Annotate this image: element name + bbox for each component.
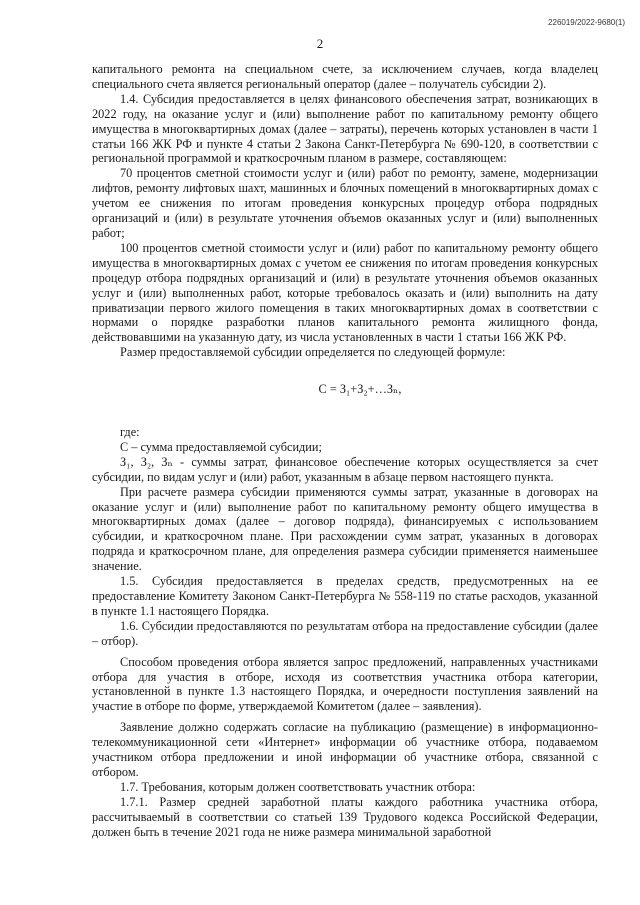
paragraph-1-7: 1.7. Требования, которым должен соответствовать участник отбора:	[120, 779, 476, 794]
formula-where: где:	[120, 425, 140, 440]
paragraph-1-5: 1.5. Субсидия предоставляется в пределах средств, предусмотренных на ее предоставление Комитету Законом Санкт-Петербурга № 558-119 по статье расходов, указанной в пункте 1.1 настоящего Порядка.	[92, 574, 598, 618]
paragraph-1-7-1: 1.7.1. Размер средней заработной платы каждого работника участника отбора, рассчитываемый в соответствии со статьей 139 Трудового кодекса Российской Федерации, должен быть в течение 2021 года не ниже размера минимальной заработной	[92, 794, 598, 839]
paragraph-100-percent: 100 процентов сметной стоимости услуг и (или) работ по капитальному ремонту общего имущества в многоквартирных домах с учетом ее снижения по итогам проведения конкурсных процедур отбора подрядных организаций и (или) в результате уточнения объемов оказанных услуг и (или) выполненных работ, которые требовалось оказать и (или) выполнить на дату приватизации первого жилого помещения в таких многоквартирных домах в соответствии с нормами о порядке разработки планов капитального ремонта жилищного фонда, действовавшими на указанную дату, из числа установленных в части 1 статьи 166 ЖК РФ.	[92, 240, 598, 345]
definition-c: С – сумма предоставляемой субсидии;	[120, 439, 322, 454]
paragraph-70-percent: 70 процентов сметной стоимости услуг и (или) работ по ремонту, замене, модернизации лифтов, ремонту лифтовых шахт, машинных и блочных помещений в многоквартирных домах с учетом ее снижения по итогам проведения конкурсных процедур отбора подрядных организаций и (или) в результате уточнения объемов оказанных услуг и (или) выполненных работ;	[92, 166, 598, 240]
paragraph-calculation: При расчете размера субсидии применяются суммы затрат, указанные в договорах на оказание услуг и (или) выполнение работ по капитальному ремонту общего имущества в многоквартирных домах (далее – договор подряда), финансируемых с использованием субсидии, и краткосрочном плане. При расхождении сумм затрат, указанных в договорах подряда и краткосрочном плане, для определения размера субсидии применяется наименьшее значение.	[92, 484, 598, 574]
document-registration-number: 226019/2022-9680(1)	[548, 18, 625, 27]
paragraph-1-6: 1.6. Субсидии предоставляются по результатам отбора на предоставление субсидии (далее – отбор).	[92, 618, 598, 648]
paragraph-1-4: 1.4. Субсидия предоставляется в целях финансового обеспечения затрат, возникающих в 2022 году, на оказание услуг и (или) выполнение работ по капитальному ремонту общего имущества в многоквартирных домах (далее – затраты), перечень которых установлен в части 1 статьи 166 ЖК РФ и пункте 4 статьи 2 Закона Санкт-Петербурга № 690-120, в соответствии с региональной программой и краткосрочным планом в размере, составляющем:	[92, 91, 598, 166]
paragraph-application-consent: Заявление должно содержать согласие на публикацию (размещение) в информационно-телекоммуникационной сети «Интернет» информации об участнике отбора, подаваемом участником отбора предложении и иной информации об участнике отбора, связанной с отбором.	[92, 720, 598, 779]
definition-z: З₁, З₂, Зₙ - суммы затрат, финансовое обеспечение которых осуществляется за счет субсидии, по видам услуг и (или) работ, указанным в абзаце первом настоящего пункта.	[92, 454, 598, 484]
document-body	[92, 62, 598, 840]
paragraph-selection-method: Способом проведения отбора является запрос предложений, направленных участниками отбора для участия в отборе, исходя из соответствия участника отбора категории, установленной в пункте 1.3 настоящего Порядка, и очередности поступления заявлений на участие в отборе по форме, утверждаемой Комитетом (далее – заявления).	[92, 654, 598, 714]
paragraph-continuation: капитального ремонта на специальном счете, за исключением случаев, когда владелец специального счета является региональный оператор (далее – получатель субсидии 2).	[92, 62, 598, 91]
paragraph-formula-intro: Размер предоставляемой субсидии определяется по следующей формуле:	[120, 345, 506, 360]
subsidy-formula: С = З₁+З₂+…Зₙ,	[318, 382, 402, 397]
page-number: 2	[316, 36, 324, 51]
